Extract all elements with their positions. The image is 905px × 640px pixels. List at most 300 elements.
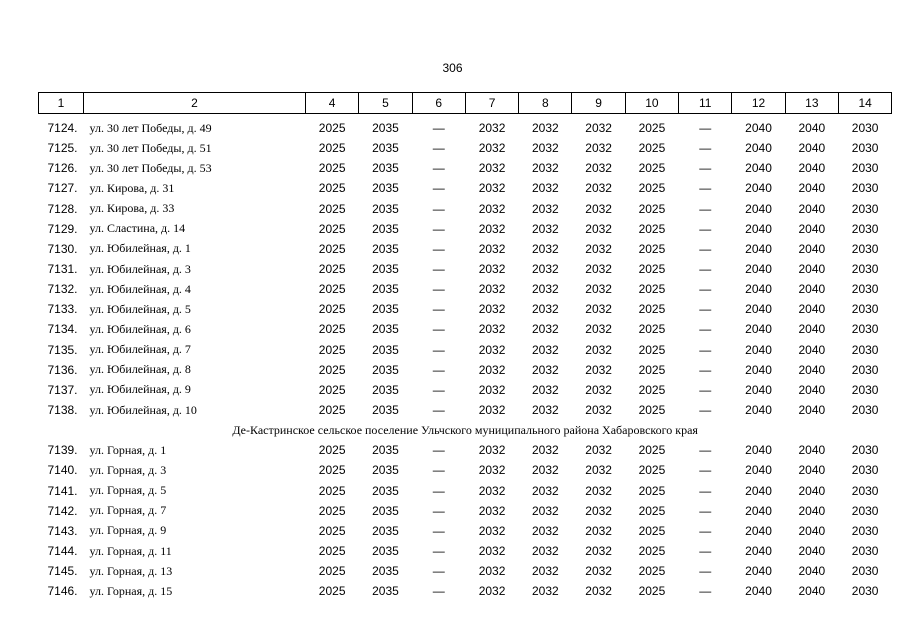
- year-cell: 2030: [851, 443, 879, 458]
- year-cell: 2040: [798, 141, 826, 156]
- column-header: 5: [359, 93, 412, 114]
- year-cell: —: [432, 564, 445, 579]
- column-header: 9: [572, 93, 625, 114]
- year-cell: —: [699, 121, 712, 136]
- year-cell: 2025: [318, 302, 346, 317]
- row-number: 7132.: [47, 282, 78, 297]
- year-cell: —: [699, 282, 712, 297]
- year-cell: 2040: [745, 503, 772, 518]
- data-table: [38, 92, 892, 601]
- year-cell: 2025: [318, 362, 346, 377]
- table-row: [39, 400, 892, 420]
- year-cell: —: [432, 584, 445, 599]
- year-cell: 2030: [851, 262, 879, 277]
- row-number: 7129.: [47, 221, 78, 236]
- year-cell: 2032: [585, 141, 612, 156]
- year-cell: 2025: [638, 262, 666, 277]
- year-cell: 2035: [372, 523, 399, 538]
- year-cell: —: [432, 262, 445, 277]
- year-cell: —: [699, 382, 712, 397]
- address-cell: ул. Горная, д. 5: [89, 483, 167, 498]
- year-cell: 2030: [851, 342, 879, 357]
- year-cell: 2025: [638, 544, 666, 559]
- table-row: [39, 319, 892, 339]
- year-cell: 2030: [851, 221, 879, 236]
- year-cell: 2040: [798, 241, 826, 256]
- year-cell: 2032: [531, 463, 559, 478]
- row-number: 7146.: [47, 584, 78, 599]
- column-header: 6: [412, 93, 465, 114]
- year-cell: —: [699, 181, 712, 196]
- year-cell: 2032: [531, 362, 559, 377]
- year-cell: 2025: [318, 221, 346, 236]
- year-cell: 2030: [851, 382, 879, 397]
- year-cell: 2032: [478, 382, 506, 397]
- year-cell: 2025: [318, 342, 346, 357]
- year-cell: 2040: [798, 181, 826, 196]
- year-cell: 2040: [745, 403, 772, 418]
- year-cell: 2032: [531, 181, 559, 196]
- year-cell: 2040: [798, 503, 826, 518]
- year-cell: 2032: [585, 503, 612, 518]
- year-cell: 2030: [851, 463, 879, 478]
- year-cell: 2032: [531, 241, 559, 256]
- year-cell: 2040: [745, 262, 772, 277]
- year-cell: 2025: [318, 241, 346, 256]
- year-cell: 2025: [638, 141, 666, 156]
- year-cell: 2030: [851, 181, 879, 196]
- year-cell: 2035: [372, 181, 399, 196]
- year-cell: 2040: [745, 382, 772, 397]
- year-cell: 2040: [798, 584, 826, 599]
- year-cell: 2035: [372, 483, 399, 498]
- year-cell: 2032: [531, 221, 559, 236]
- year-cell: 2035: [372, 201, 399, 216]
- address-cell: ул. 30 лет Победы, д. 49: [89, 120, 212, 135]
- section-row: [39, 420, 892, 440]
- year-cell: —: [699, 463, 712, 478]
- year-cell: 2030: [851, 161, 879, 176]
- year-cell: 2032: [585, 362, 612, 377]
- year-cell: 2032: [478, 483, 506, 498]
- year-cell: 2025: [638, 503, 666, 518]
- year-cell: 2035: [372, 282, 399, 297]
- address-cell: ул. Юбилейная, д. 5: [89, 301, 191, 316]
- year-cell: 2040: [745, 584, 772, 599]
- table-body-lower: [39, 440, 892, 601]
- address-cell: ул. Юбилейная, д. 7: [89, 342, 191, 357]
- year-cell: 2025: [318, 584, 346, 599]
- table-row: [39, 299, 892, 319]
- year-cell: 2025: [638, 463, 666, 478]
- year-cell: 2025: [318, 443, 346, 458]
- year-cell: 2032: [585, 282, 612, 297]
- year-cell: 2035: [372, 362, 399, 377]
- year-cell: 2035: [372, 141, 399, 156]
- year-cell: 2035: [372, 161, 399, 176]
- year-cell: 2032: [585, 322, 612, 337]
- year-cell: 2032: [585, 161, 612, 176]
- address-cell: ул. 30 лет Победы, д. 53: [89, 160, 212, 175]
- year-cell: 2035: [372, 302, 399, 317]
- year-cell: 2032: [478, 141, 506, 156]
- table-row: [39, 279, 892, 299]
- year-cell: 2032: [531, 584, 559, 599]
- year-cell: —: [432, 322, 445, 337]
- row-number: 7133.: [47, 302, 78, 317]
- year-cell: —: [432, 463, 445, 478]
- year-cell: 2040: [798, 221, 826, 236]
- year-cell: 2040: [798, 362, 826, 377]
- year-cell: 2025: [638, 403, 666, 418]
- year-cell: 2040: [745, 221, 772, 236]
- row-number: 7144.: [47, 544, 78, 559]
- column-header: 2: [84, 93, 306, 114]
- year-cell: 2032: [531, 403, 559, 418]
- year-cell: —: [699, 483, 712, 498]
- year-cell: 2025: [318, 523, 346, 538]
- year-cell: —: [432, 161, 445, 176]
- table-row: [39, 219, 892, 239]
- year-cell: 2040: [745, 141, 772, 156]
- year-cell: 2040: [745, 483, 772, 498]
- year-cell: —: [699, 161, 712, 176]
- year-cell: 2040: [798, 121, 826, 136]
- row-number: 7131.: [47, 262, 78, 277]
- year-cell: —: [699, 544, 712, 559]
- address-cell: ул. Горная, д. 9: [89, 523, 167, 538]
- year-cell: 2040: [798, 463, 826, 478]
- year-cell: —: [699, 523, 712, 538]
- year-cell: 2025: [318, 322, 346, 337]
- row-number: 7143.: [47, 523, 78, 538]
- year-cell: 2025: [638, 362, 666, 377]
- year-cell: 2025: [638, 382, 666, 397]
- row-number: 7134.: [47, 322, 78, 337]
- year-cell: 2025: [318, 181, 346, 196]
- year-cell: —: [699, 503, 712, 518]
- address-cell: ул. Юбилейная, д. 4: [89, 281, 191, 296]
- column-header: 10: [625, 93, 678, 114]
- year-cell: —: [432, 141, 445, 156]
- year-cell: 2032: [478, 221, 506, 236]
- year-cell: 2032: [531, 443, 559, 458]
- row-number: 7138.: [47, 403, 78, 418]
- year-cell: 2032: [531, 564, 559, 579]
- year-cell: 2032: [478, 503, 506, 518]
- table-row: [39, 481, 892, 501]
- address-cell: ул. Горная, д. 7: [89, 503, 167, 518]
- table-row: [39, 460, 892, 480]
- year-cell: 2032: [585, 302, 612, 317]
- year-cell: —: [699, 201, 712, 216]
- year-cell: 2040: [798, 302, 826, 317]
- year-cell: —: [432, 121, 445, 136]
- year-cell: 2040: [798, 342, 826, 357]
- address-cell: ул. Горная, д. 1: [89, 442, 167, 457]
- year-cell: 2035: [372, 564, 399, 579]
- year-cell: 2040: [798, 403, 826, 418]
- address-cell: ул. Горная, д. 13: [89, 563, 173, 578]
- year-cell: 2040: [745, 161, 772, 176]
- year-cell: 2032: [585, 121, 612, 136]
- year-cell: 2025: [638, 181, 666, 196]
- year-cell: 2032: [585, 181, 612, 196]
- year-cell: 2032: [478, 342, 506, 357]
- row-number: 7142.: [47, 503, 78, 518]
- year-cell: 2040: [745, 282, 772, 297]
- year-cell: 2032: [585, 403, 612, 418]
- address-cell: ул. Юбилейная, д. 6: [89, 321, 191, 336]
- year-cell: 2025: [638, 121, 666, 136]
- year-cell: 2025: [638, 342, 666, 357]
- year-cell: 2025: [318, 503, 346, 518]
- year-cell: 2025: [638, 282, 666, 297]
- year-cell: 2032: [585, 382, 612, 397]
- address-cell: ул. Горная, д. 11: [89, 543, 172, 558]
- table-row: [39, 199, 892, 219]
- year-cell: 2040: [745, 121, 772, 136]
- year-cell: —: [432, 443, 445, 458]
- year-cell: 2032: [531, 302, 559, 317]
- year-cell: 2032: [478, 121, 506, 136]
- year-cell: 2032: [585, 201, 612, 216]
- address-cell: ул. Юбилейная, д. 1: [89, 241, 191, 256]
- year-cell: 2025: [638, 523, 666, 538]
- header-row: [39, 93, 892, 114]
- row-number: 7126.: [47, 161, 78, 176]
- year-cell: 2025: [638, 221, 666, 236]
- year-cell: 2040: [745, 564, 772, 579]
- year-cell: —: [699, 221, 712, 236]
- year-cell: 2032: [585, 221, 612, 236]
- year-cell: 2032: [478, 584, 506, 599]
- year-cell: 2032: [478, 201, 506, 216]
- year-cell: 2030: [851, 282, 879, 297]
- year-cell: 2030: [851, 201, 879, 216]
- year-cell: 2040: [745, 322, 772, 337]
- table-row: [39, 138, 892, 158]
- year-cell: 2032: [478, 322, 506, 337]
- year-cell: 2030: [851, 362, 879, 377]
- year-cell: 2032: [531, 121, 559, 136]
- year-cell: 2032: [478, 362, 506, 377]
- year-cell: 2032: [478, 161, 506, 176]
- year-cell: —: [432, 282, 445, 297]
- year-cell: 2035: [372, 463, 399, 478]
- year-cell: —: [432, 362, 445, 377]
- year-cell: 2025: [638, 302, 666, 317]
- year-cell: —: [699, 403, 712, 418]
- year-cell: —: [432, 181, 445, 196]
- year-cell: 2035: [372, 443, 399, 458]
- year-cell: —: [699, 362, 712, 377]
- year-cell: 2040: [745, 302, 772, 317]
- year-cell: 2040: [798, 523, 826, 538]
- year-cell: 2040: [745, 201, 772, 216]
- row-number: 7140.: [47, 463, 78, 478]
- table-row: [39, 340, 892, 360]
- year-cell: —: [699, 141, 712, 156]
- year-cell: 2032: [531, 523, 559, 538]
- column-header: 12: [732, 93, 785, 114]
- table-row: [39, 561, 892, 581]
- year-cell: 2040: [745, 181, 772, 196]
- year-cell: 2040: [798, 282, 826, 297]
- year-cell: 2032: [478, 544, 506, 559]
- year-cell: 2030: [851, 121, 879, 136]
- year-cell: 2032: [478, 302, 506, 317]
- year-cell: 2025: [318, 544, 346, 559]
- table-body-upper: [39, 114, 892, 421]
- year-cell: 2025: [318, 483, 346, 498]
- year-cell: 2040: [798, 483, 826, 498]
- year-cell: 2032: [585, 443, 612, 458]
- year-cell: 2032: [585, 564, 612, 579]
- year-cell: 2040: [798, 544, 826, 559]
- year-cell: 2040: [798, 161, 826, 176]
- year-cell: —: [699, 302, 712, 317]
- year-cell: 2032: [531, 161, 559, 176]
- year-cell: 2032: [585, 483, 612, 498]
- year-cell: —: [699, 584, 712, 599]
- year-cell: —: [432, 241, 445, 256]
- year-cell: 2032: [531, 483, 559, 498]
- table-row: [39, 581, 892, 601]
- year-cell: 2035: [372, 241, 399, 256]
- year-cell: 2032: [478, 443, 506, 458]
- year-cell: 2032: [478, 282, 506, 297]
- year-cell: 2040: [798, 564, 826, 579]
- year-cell: 2035: [372, 584, 399, 599]
- column-header: 4: [306, 93, 359, 114]
- year-cell: 2032: [585, 544, 612, 559]
- year-cell: 2032: [585, 342, 612, 357]
- year-cell: —: [432, 342, 445, 357]
- year-cell: —: [699, 241, 712, 256]
- year-cell: 2040: [798, 443, 826, 458]
- table-row: [39, 501, 892, 521]
- year-cell: 2035: [372, 403, 399, 418]
- year-cell: 2025: [318, 201, 346, 216]
- year-cell: 2025: [318, 262, 346, 277]
- year-cell: 2040: [798, 262, 826, 277]
- year-cell: 2025: [638, 443, 666, 458]
- year-cell: 2040: [798, 322, 826, 337]
- year-cell: 2032: [531, 342, 559, 357]
- year-cell: 2025: [638, 161, 666, 176]
- year-cell: 2032: [478, 262, 506, 277]
- year-cell: 2025: [318, 463, 346, 478]
- address-cell: ул. Юбилейная, д. 3: [89, 261, 191, 276]
- year-cell: 2025: [638, 241, 666, 256]
- year-cell: 2032: [478, 181, 506, 196]
- row-number: 7125.: [47, 141, 78, 156]
- year-cell: 2030: [851, 322, 879, 337]
- year-cell: —: [432, 523, 445, 538]
- year-cell: —: [699, 443, 712, 458]
- year-cell: 2030: [851, 403, 879, 418]
- year-cell: 2030: [851, 523, 879, 538]
- year-cell: 2040: [745, 523, 772, 538]
- year-cell: 2025: [638, 564, 666, 579]
- column-header: 8: [519, 93, 572, 114]
- year-cell: 2030: [851, 584, 879, 599]
- year-cell: 2032: [585, 463, 612, 478]
- year-cell: 2035: [372, 262, 399, 277]
- column-header: 11: [679, 93, 732, 114]
- address-cell: ул. Юбилейная, д. 10: [89, 402, 197, 417]
- year-cell: —: [699, 564, 712, 579]
- year-cell: 2040: [745, 544, 772, 559]
- year-cell: 2030: [851, 503, 879, 518]
- year-cell: 2032: [531, 201, 559, 216]
- year-cell: 2032: [531, 503, 559, 518]
- row-number: 7124.: [47, 121, 78, 136]
- year-cell: 2025: [318, 141, 346, 156]
- column-header: 1: [39, 93, 84, 114]
- address-cell: ул. Юбилейная, д. 9: [89, 382, 191, 397]
- year-cell: 2040: [745, 241, 772, 256]
- year-cell: 2025: [318, 403, 346, 418]
- year-cell: 2025: [318, 564, 346, 579]
- column-header: 14: [838, 93, 891, 114]
- row-number: 7141.: [47, 483, 78, 498]
- year-cell: 2032: [531, 141, 559, 156]
- column-header: 7: [465, 93, 518, 114]
- year-cell: 2040: [798, 201, 826, 216]
- year-cell: 2032: [531, 262, 559, 277]
- year-cell: 2035: [372, 342, 399, 357]
- year-cell: 2025: [318, 161, 346, 176]
- year-cell: 2040: [745, 463, 772, 478]
- year-cell: 2035: [372, 503, 399, 518]
- address-cell: ул. Кирова, д. 31: [89, 180, 175, 195]
- address-cell: ул. Горная, д. 15: [89, 583, 173, 598]
- year-cell: 2032: [478, 463, 506, 478]
- year-cell: 2030: [851, 141, 879, 156]
- table-row: [39, 178, 892, 198]
- year-cell: 2032: [531, 282, 559, 297]
- year-cell: 2030: [851, 302, 879, 317]
- year-cell: —: [432, 221, 445, 236]
- table-row: [39, 114, 892, 139]
- year-cell: 2025: [318, 382, 346, 397]
- year-cell: —: [432, 503, 445, 518]
- year-cell: —: [699, 342, 712, 357]
- row-number: 7137.: [47, 382, 78, 397]
- year-cell: 2032: [478, 564, 506, 579]
- year-cell: 2025: [638, 322, 666, 337]
- year-cell: 2040: [745, 362, 772, 377]
- row-number: 7145.: [47, 564, 78, 579]
- year-cell: 2025: [638, 584, 666, 599]
- year-cell: 2035: [372, 544, 399, 559]
- year-cell: —: [432, 483, 445, 498]
- table-row: [39, 521, 892, 541]
- year-cell: 2035: [372, 221, 399, 236]
- year-cell: 2025: [318, 121, 346, 136]
- year-cell: 2032: [585, 262, 612, 277]
- section-title: Де-Кастринское сельское поселение Ульчского муниципального района Хабаровского края: [232, 422, 698, 437]
- year-cell: 2035: [372, 322, 399, 337]
- row-number: 7135.: [47, 342, 78, 357]
- year-cell: —: [432, 382, 445, 397]
- table-row: [39, 158, 892, 178]
- year-cell: 2040: [745, 342, 772, 357]
- address-cell: ул. Кирова, д. 33: [89, 201, 175, 216]
- address-cell: ул. 30 лет Победы, д. 51: [89, 140, 212, 155]
